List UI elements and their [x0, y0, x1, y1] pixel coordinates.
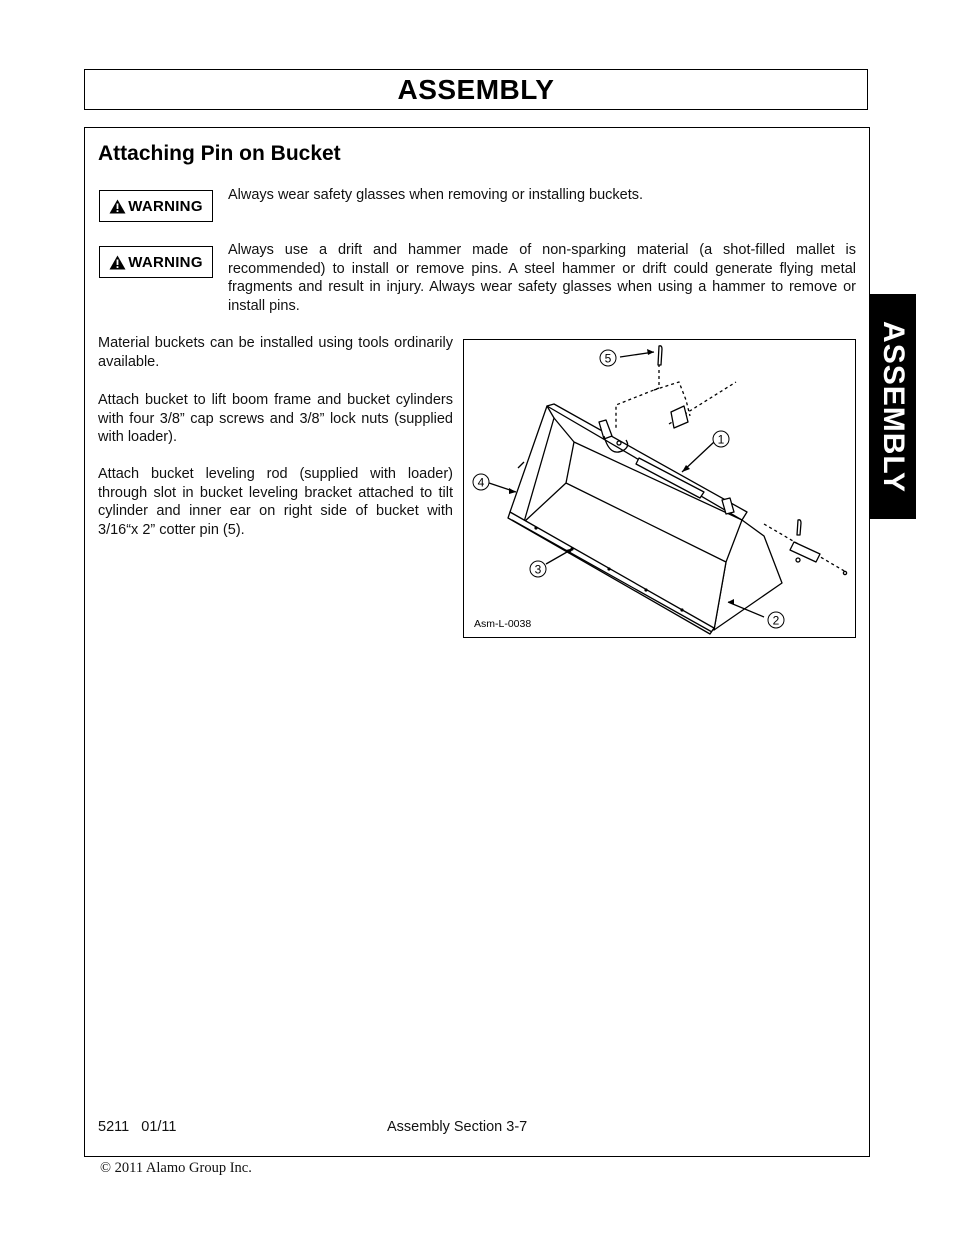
- footer-page-label: Assembly Section 3-7: [387, 1119, 528, 1135]
- footer-doc-number: 5211 01/11: [98, 1119, 177, 1135]
- callout-2: 2: [772, 613, 780, 628]
- header-box: [84, 69, 868, 110]
- side-tab-label: ASSEMBLY: [876, 320, 910, 493]
- callout-4: 4: [477, 475, 485, 490]
- bucket-illustration: [464, 340, 854, 636]
- side-tab: [869, 294, 916, 519]
- warning-text-2: Always use a drift and hammer made of non-sparking material (a shot-filled mallet is recommended) to install or remove pins. A steel hammer or drift could generate flying metal fragments and result in injury. Always wear safety glasses when using a hammer to remove or install pins.: [228, 242, 856, 314]
- warning-triangle-icon: [109, 199, 126, 214]
- page-header-title: ASSEMBLY: [397, 73, 555, 105]
- copyright-notice: © 2011 Alamo Group Inc.: [100, 1160, 252, 1176]
- warning-badge-label: WARNING: [128, 197, 203, 215]
- figure-id-label: Asm-L-0038: [474, 618, 532, 630]
- callout-3: 3: [534, 562, 542, 577]
- warning-badge-2: [99, 246, 213, 278]
- body-paragraph-2: Attach bucket to lift boom frame and bucket cylinders with four 3/8” cap screws and 3/8” lock nuts (supplied with loader).: [98, 392, 453, 446]
- bucket-figure: [463, 339, 856, 638]
- callout-1: 1: [717, 432, 725, 447]
- body-paragraph-3: Attach bucket leveling rod (supplied with loader) through slot in bucket leveling bracket attached to tilt cylinder and inner ear on right side of bucket with 3/16“x 2” cotter pin (5).: [98, 466, 453, 538]
- warning-badge-1: [99, 190, 213, 222]
- body-paragraph-1: Material buckets can be installed using tools ordinarily available.: [98, 335, 453, 370]
- warning-badge-label: WARNING: [128, 253, 203, 271]
- warning-triangle-icon: [109, 255, 126, 270]
- callout-5: 5: [604, 351, 612, 366]
- warning-text-1: Always wear safety glasses when removing or installing buckets.: [228, 187, 644, 203]
- section-title: Attaching Pin on Bucket: [98, 142, 341, 165]
